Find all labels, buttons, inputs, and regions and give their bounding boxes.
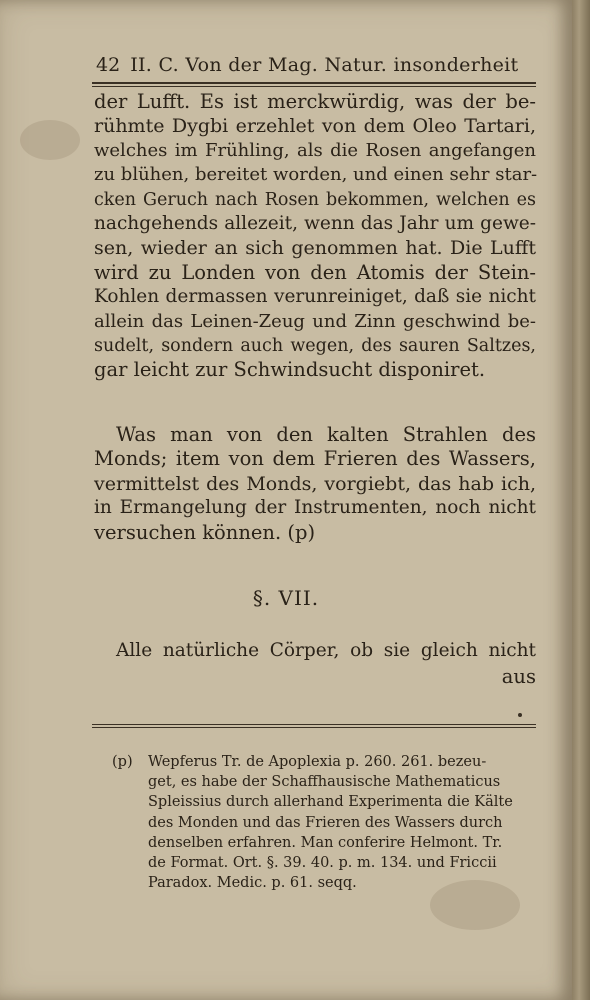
paragraph-1 [94,90,536,383]
text-line: vermittelst des Monds, vorgiebt, das hab ich, [94,472,536,495]
header-rule [92,82,536,84]
text-line: zu blühen, bereitet worden, und einen sehr star- [94,164,538,186]
book-gutter [572,0,590,1000]
text-line: versuchen können. (p) [94,520,316,544]
footnote-line: get, es habe der Schaffhausische Mathematicus [148,774,501,791]
running-header [96,54,536,76]
footnote-line: Paradox. Medic. p. 61. seqq. [148,875,357,892]
catchword: aus [501,665,536,688]
footnote-rule [92,724,536,725]
footnote-line: Wepferus Tr. de Apoplexia p. 260. 261. bezeu- [148,754,487,770]
ink-dot [518,713,522,717]
footnote-line: denselben erfahren. Man conferire Helmont. Tr. [148,834,503,851]
footnote-line: Spleissius durch allerhand Experimenta die Kälte [148,794,513,811]
paper-stain [20,120,80,160]
text-line: in Ermangelung der Instrumenten, noch nicht [94,497,536,519]
footnote-line: de Format. Ort. §. 39. 40. p. m. 134. und Friccii [148,855,497,872]
text-line: Alle natürliche Cörper, ob sie gleich nicht [116,640,536,661]
running-title: II. C. Von der Mag. Natur. insonderheit [130,54,519,76]
text-line: sudelt, sondern auch wegen, des sauren Saltzes, [94,336,536,357]
header-rule-thin [92,86,536,87]
footnote [112,752,542,893]
footnote-rule-2 [92,727,536,728]
footnote-line: des Monden und das Frieren des Wassers durch [148,814,503,831]
text-line: welches im Frühling, als die Rosen angefangen [94,139,536,161]
page-number: 42 [96,54,121,76]
text-line: rühmte Dygbi erzehlet von dem Oleo Tartari, [94,115,536,138]
text-line: der Lufft. Es ist merckwürdig, was der be- [94,90,536,113]
paragraph-2 [94,423,536,545]
text-line: nachgehends allezeit, wenn das Jahr um gewe- [94,213,536,235]
text-line: wird zu Londen von den Atomis der Stein- [94,260,536,284]
text-line: allein das Leinen-Zeug und Zinn geschwind be- [94,310,536,332]
text-line: Was man von den kalten Strahlen des [116,423,536,446]
text-line: Monds; item von dem Frieren des Wassers, [94,447,536,471]
text-line: Kohlen dermassen verunreiniget, daß sie nicht [94,286,536,308]
text-line: sen, wieder an sich genommen hat. Die Lufft [94,237,536,260]
section-heading: §. VII. [252,586,320,610]
text-line: cken Geruch nach Rosen bekommen, welchen es [94,189,536,210]
text-line: gar leicht zur Schwindsucht disponiret. [94,358,486,382]
footnote-marker: (p) [112,754,133,770]
paragraph-3 [94,638,536,690]
